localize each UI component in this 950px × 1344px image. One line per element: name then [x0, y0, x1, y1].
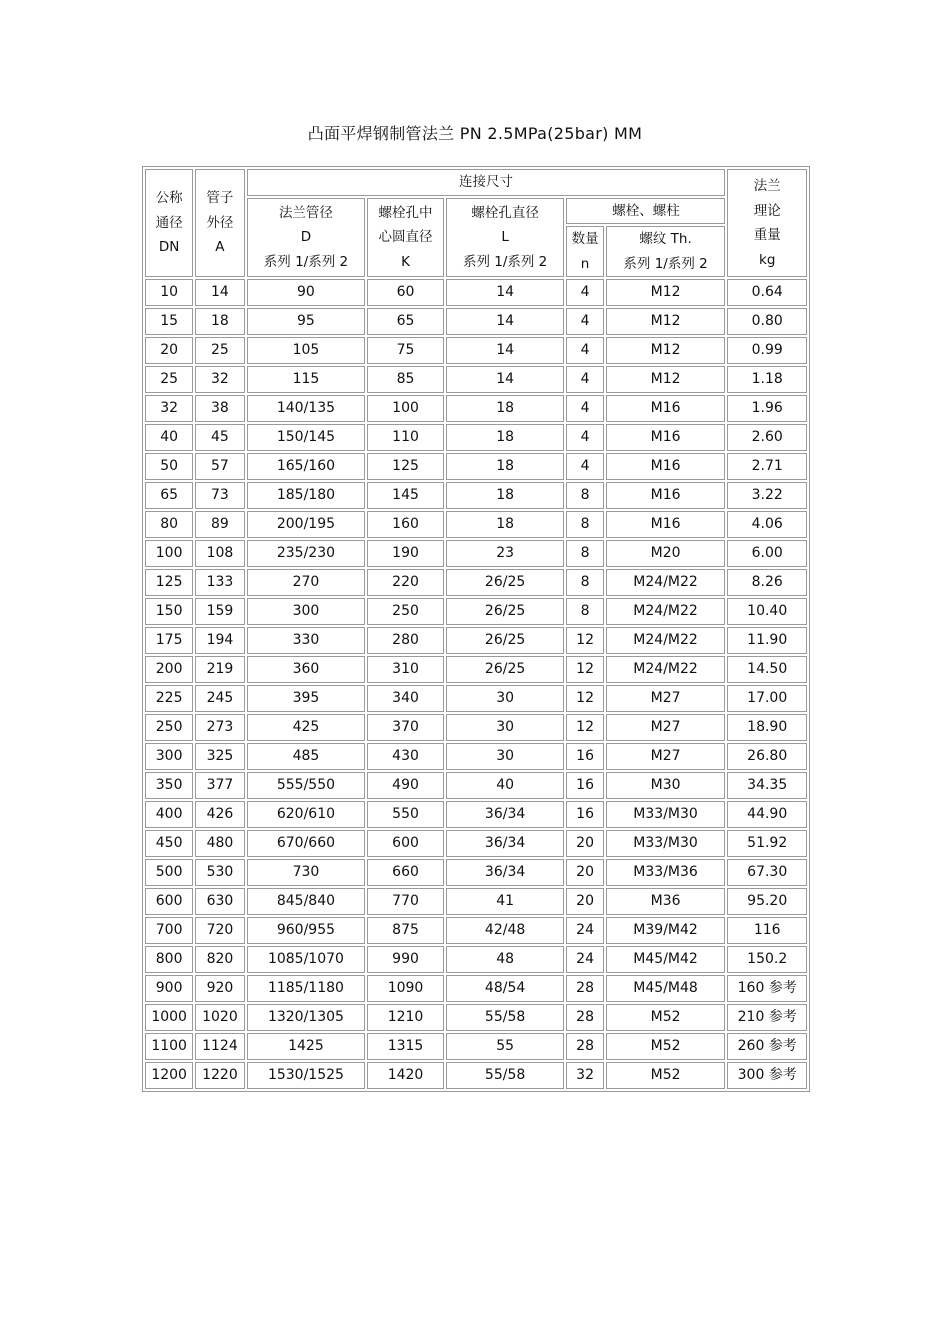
- cell-flange-d: 300: [247, 598, 366, 625]
- cell-thread: M24/M22: [606, 656, 726, 683]
- cell-bolt-circle-k: 125: [367, 453, 443, 480]
- cell-thread: M27: [606, 714, 726, 741]
- cell-flange-d: 845/840: [247, 888, 366, 915]
- cell-bolt-hole-l: 55/58: [446, 1062, 565, 1089]
- cell-bolt-hole-l: 23: [446, 540, 565, 567]
- cell-pipe-od: 720: [195, 917, 244, 944]
- cell-thread: M16: [606, 424, 726, 451]
- cell-weight: 3.22: [727, 482, 807, 509]
- table-row: [145, 917, 807, 944]
- cell-bolt-count: 12: [566, 627, 603, 654]
- table-row: [145, 540, 807, 567]
- cell-thread: M24/M22: [606, 627, 726, 654]
- cell-bolt-hole-l: 30: [446, 743, 565, 770]
- header-bolt-count: 数量 n: [566, 226, 603, 277]
- cell-bolt-hole-l: 36/34: [446, 830, 565, 857]
- cell-thread: M16: [606, 395, 726, 422]
- cell-bolt-count: 12: [566, 714, 603, 741]
- cell-dn: 80: [145, 511, 193, 538]
- cell-flange-d: 960/955: [247, 917, 366, 944]
- cell-bolt-count: 20: [566, 830, 603, 857]
- cell-dn: 1100: [145, 1033, 193, 1060]
- table-row: [145, 337, 807, 364]
- cell-weight: 116: [727, 917, 807, 944]
- table-row: [145, 279, 807, 306]
- cell-bolt-circle-k: 550: [367, 801, 443, 828]
- cell-thread: M12: [606, 366, 726, 393]
- cell-bolt-circle-k: 1210: [367, 1004, 443, 1031]
- cell-pipe-od: 159: [195, 598, 244, 625]
- cell-bolt-circle-k: 990: [367, 946, 443, 973]
- cell-bolt-circle-k: 145: [367, 482, 443, 509]
- cell-weight: 95.20: [727, 888, 807, 915]
- cell-bolt-hole-l: 18: [446, 482, 565, 509]
- cell-flange-d: 1085/1070: [247, 946, 366, 973]
- cell-bolt-hole-l: 26/25: [446, 656, 565, 683]
- cell-weight: 160 参考: [727, 975, 807, 1002]
- cell-weight: 0.64: [727, 279, 807, 306]
- cell-bolt-count: 16: [566, 772, 603, 799]
- cell-bolt-count: 4: [566, 453, 603, 480]
- cell-bolt-hole-l: 26/25: [446, 627, 565, 654]
- cell-pipe-od: 325: [195, 743, 244, 770]
- cell-thread: M45/M42: [606, 946, 726, 973]
- cell-bolt-hole-l: 48/54: [446, 975, 565, 1002]
- table-body: [145, 279, 807, 1089]
- cell-pipe-od: 273: [195, 714, 244, 741]
- table-row: [145, 714, 807, 741]
- cell-weight: 10.40: [727, 598, 807, 625]
- cell-weight: 2.60: [727, 424, 807, 451]
- cell-bolt-hole-l: 55: [446, 1033, 565, 1060]
- table-row: [145, 801, 807, 828]
- table-row: [145, 395, 807, 422]
- cell-weight: 34.35: [727, 772, 807, 799]
- cell-bolt-circle-k: 430: [367, 743, 443, 770]
- header-bolts-group: 螺栓、螺柱: [566, 198, 725, 225]
- cell-dn: 15: [145, 308, 193, 335]
- cell-thread: M33/M30: [606, 801, 726, 828]
- cell-bolt-hole-l: 55/58: [446, 1004, 565, 1031]
- cell-bolt-hole-l: 40: [446, 772, 565, 799]
- cell-bolt-hole-l: 18: [446, 424, 565, 451]
- cell-bolt-circle-k: 100: [367, 395, 443, 422]
- table-row: [145, 656, 807, 683]
- cell-flange-d: 1185/1180: [247, 975, 366, 1002]
- cell-thread: M33/M36: [606, 859, 726, 886]
- cell-flange-d: 360: [247, 656, 366, 683]
- cell-dn: 300: [145, 743, 193, 770]
- cell-bolt-circle-k: 220: [367, 569, 443, 596]
- cell-bolt-count: 28: [566, 1004, 603, 1031]
- table-row: [145, 975, 807, 1002]
- table-row: [145, 482, 807, 509]
- cell-weight: 0.99: [727, 337, 807, 364]
- cell-dn: 20: [145, 337, 193, 364]
- table-row: [145, 743, 807, 770]
- cell-weight: 26.80: [727, 743, 807, 770]
- cell-bolt-circle-k: 75: [367, 337, 443, 364]
- cell-pipe-od: 820: [195, 946, 244, 973]
- cell-bolt-count: 4: [566, 395, 603, 422]
- cell-bolt-hole-l: 18: [446, 395, 565, 422]
- cell-flange-d: 555/550: [247, 772, 366, 799]
- header-flange-diameter: 法兰管径 D 系列 1/系列 2: [247, 198, 366, 278]
- cell-pipe-od: 38: [195, 395, 244, 422]
- cell-dn: 150: [145, 598, 193, 625]
- cell-weight: 2.71: [727, 453, 807, 480]
- cell-bolt-count: 4: [566, 424, 603, 451]
- cell-pipe-od: 1124: [195, 1033, 244, 1060]
- cell-bolt-count: 4: [566, 308, 603, 335]
- cell-dn: 400: [145, 801, 193, 828]
- cell-bolt-circle-k: 85: [367, 366, 443, 393]
- cell-bolt-hole-l: 14: [446, 366, 565, 393]
- cell-weight: 1.18: [727, 366, 807, 393]
- cell-thread: M16: [606, 453, 726, 480]
- cell-dn: 32: [145, 395, 193, 422]
- cell-flange-d: 485: [247, 743, 366, 770]
- cell-pipe-od: 219: [195, 656, 244, 683]
- cell-bolt-hole-l: 42/48: [446, 917, 565, 944]
- cell-flange-d: 330: [247, 627, 366, 654]
- cell-bolt-count: 28: [566, 1033, 603, 1060]
- cell-flange-d: 1530/1525: [247, 1062, 366, 1089]
- cell-bolt-count: 4: [566, 279, 603, 306]
- cell-thread: M36: [606, 888, 726, 915]
- cell-weight: 8.26: [727, 569, 807, 596]
- cell-bolt-hole-l: 14: [446, 308, 565, 335]
- cell-flange-d: 165/160: [247, 453, 366, 480]
- cell-flange-d: 95: [247, 308, 366, 335]
- cell-thread: M16: [606, 482, 726, 509]
- header-bolt-circle: 螺栓孔中 心圆直径 K: [367, 198, 443, 278]
- cell-bolt-count: 12: [566, 685, 603, 712]
- cell-pipe-od: 14: [195, 279, 244, 306]
- cell-bolt-circle-k: 600: [367, 830, 443, 857]
- cell-flange-d: 1320/1305: [247, 1004, 366, 1031]
- cell-bolt-circle-k: 110: [367, 424, 443, 451]
- cell-thread: M52: [606, 1004, 726, 1031]
- cell-pipe-od: 245: [195, 685, 244, 712]
- cell-thread: M12: [606, 279, 726, 306]
- cell-thread: M33/M30: [606, 830, 726, 857]
- cell-bolt-count: 12: [566, 656, 603, 683]
- cell-weight: 1.96: [727, 395, 807, 422]
- cell-weight: 260 参考: [727, 1033, 807, 1060]
- cell-bolt-circle-k: 250: [367, 598, 443, 625]
- cell-pipe-od: 32: [195, 366, 244, 393]
- header-pipe-od: 管子 外径 A: [195, 169, 244, 277]
- cell-bolt-circle-k: 60: [367, 279, 443, 306]
- cell-flange-d: 395: [247, 685, 366, 712]
- cell-bolt-circle-k: 490: [367, 772, 443, 799]
- cell-flange-d: 115: [247, 366, 366, 393]
- cell-bolt-hole-l: 36/34: [446, 859, 565, 886]
- cell-bolt-hole-l: 18: [446, 453, 565, 480]
- cell-pipe-od: 108: [195, 540, 244, 567]
- cell-flange-d: 270: [247, 569, 366, 596]
- cell-dn: 350: [145, 772, 193, 799]
- header-bolt-hole: 螺栓孔直径 L 系列 1/系列 2: [446, 198, 565, 278]
- cell-bolt-count: 4: [566, 366, 603, 393]
- cell-dn: 800: [145, 946, 193, 973]
- cell-bolt-circle-k: 1090: [367, 975, 443, 1002]
- cell-dn: 175: [145, 627, 193, 654]
- cell-bolt-count: 28: [566, 975, 603, 1002]
- cell-bolt-count: 8: [566, 598, 603, 625]
- cell-bolt-hole-l: 26/25: [446, 569, 565, 596]
- table-row: [145, 598, 807, 625]
- cell-dn: 900: [145, 975, 193, 1002]
- cell-weight: 18.90: [727, 714, 807, 741]
- cell-flange-d: 200/195: [247, 511, 366, 538]
- cell-weight: 210 参考: [727, 1004, 807, 1031]
- cell-flange-d: 235/230: [247, 540, 366, 567]
- cell-pipe-od: 25: [195, 337, 244, 364]
- cell-bolt-count: 20: [566, 888, 603, 915]
- cell-dn: 125: [145, 569, 193, 596]
- cell-thread: M30: [606, 772, 726, 799]
- header-dn: 公称 通径 DN: [145, 169, 193, 277]
- cell-dn: 250: [145, 714, 193, 741]
- cell-weight: 67.30: [727, 859, 807, 886]
- cell-pipe-od: 57: [195, 453, 244, 480]
- cell-dn: 200: [145, 656, 193, 683]
- cell-bolt-circle-k: 770: [367, 888, 443, 915]
- cell-weight: 44.90: [727, 801, 807, 828]
- cell-bolt-hole-l: 30: [446, 714, 565, 741]
- cell-pipe-od: 18: [195, 308, 244, 335]
- header-connection-group: 连接尺寸: [247, 169, 726, 196]
- cell-bolt-hole-l: 26/25: [446, 598, 565, 625]
- cell-flange-d: 425: [247, 714, 366, 741]
- table-row: [145, 453, 807, 480]
- cell-dn: 1000: [145, 1004, 193, 1031]
- cell-bolt-hole-l: 18: [446, 511, 565, 538]
- table-row: [145, 1062, 807, 1089]
- cell-pipe-od: 1220: [195, 1062, 244, 1089]
- cell-flange-d: 105: [247, 337, 366, 364]
- cell-flange-d: 620/610: [247, 801, 366, 828]
- cell-bolt-hole-l: 48: [446, 946, 565, 973]
- cell-dn: 225: [145, 685, 193, 712]
- cell-thread: M24/M22: [606, 569, 726, 596]
- cell-dn: 600: [145, 888, 193, 915]
- cell-bolt-count: 8: [566, 540, 603, 567]
- table-row: [145, 569, 807, 596]
- cell-weight: 51.92: [727, 830, 807, 857]
- cell-dn: 100: [145, 540, 193, 567]
- cell-thread: M12: [606, 337, 726, 364]
- cell-pipe-od: 530: [195, 859, 244, 886]
- cell-thread: M12: [606, 308, 726, 335]
- cell-weight: 6.00: [727, 540, 807, 567]
- cell-dn: 1200: [145, 1062, 193, 1089]
- cell-bolt-circle-k: 875: [367, 917, 443, 944]
- cell-bolt-circle-k: 310: [367, 656, 443, 683]
- cell-dn: 25: [145, 366, 193, 393]
- cell-pipe-od: 630: [195, 888, 244, 915]
- cell-pipe-od: 45: [195, 424, 244, 451]
- cell-bolt-count: 20: [566, 859, 603, 886]
- cell-weight: 150.2: [727, 946, 807, 973]
- cell-weight: 11.90: [727, 627, 807, 654]
- cell-bolt-count: 8: [566, 569, 603, 596]
- cell-bolt-count: 16: [566, 743, 603, 770]
- cell-pipe-od: 73: [195, 482, 244, 509]
- cell-bolt-count: 16: [566, 801, 603, 828]
- cell-bolt-circle-k: 280: [367, 627, 443, 654]
- cell-thread: M45/M48: [606, 975, 726, 1002]
- cell-bolt-hole-l: 36/34: [446, 801, 565, 828]
- cell-bolt-circle-k: 1315: [367, 1033, 443, 1060]
- cell-weight: 17.00: [727, 685, 807, 712]
- cell-thread: M24/M22: [606, 598, 726, 625]
- cell-thread: M16: [606, 511, 726, 538]
- cell-bolt-count: 8: [566, 511, 603, 538]
- table-row: [145, 859, 807, 886]
- cell-dn: 65: [145, 482, 193, 509]
- cell-bolt-count: 24: [566, 946, 603, 973]
- cell-flange-d: 670/660: [247, 830, 366, 857]
- cell-dn: 700: [145, 917, 193, 944]
- cell-thread: M27: [606, 685, 726, 712]
- cell-flange-d: 1425: [247, 1033, 366, 1060]
- cell-weight: 14.50: [727, 656, 807, 683]
- cell-thread: M52: [606, 1062, 726, 1089]
- cell-thread: M27: [606, 743, 726, 770]
- header-weight: 法兰 理论 重量 kg: [727, 169, 807, 277]
- table-row: [145, 946, 807, 973]
- cell-pipe-od: 920: [195, 975, 244, 1002]
- cell-pipe-od: 426: [195, 801, 244, 828]
- cell-pipe-od: 1020: [195, 1004, 244, 1031]
- cell-pipe-od: 89: [195, 511, 244, 538]
- table-row: [145, 888, 807, 915]
- cell-bolt-circle-k: 65: [367, 308, 443, 335]
- cell-bolt-count: 32: [566, 1062, 603, 1089]
- cell-dn: 10: [145, 279, 193, 306]
- cell-dn: 500: [145, 859, 193, 886]
- cell-flange-d: 185/180: [247, 482, 366, 509]
- cell-bolt-circle-k: 370: [367, 714, 443, 741]
- cell-bolt-circle-k: 1420: [367, 1062, 443, 1089]
- cell-thread: M20: [606, 540, 726, 567]
- cell-flange-d: 730: [247, 859, 366, 886]
- cell-pipe-od: 194: [195, 627, 244, 654]
- cell-bolt-hole-l: 30: [446, 685, 565, 712]
- cell-bolt-hole-l: 14: [446, 279, 565, 306]
- cell-bolt-count: 4: [566, 337, 603, 364]
- table-row: [145, 308, 807, 335]
- cell-flange-d: 140/135: [247, 395, 366, 422]
- table-row: [145, 511, 807, 538]
- cell-dn: 50: [145, 453, 193, 480]
- table-row: [145, 627, 807, 654]
- table-row: [145, 772, 807, 799]
- cell-weight: 4.06: [727, 511, 807, 538]
- cell-weight: 300 参考: [727, 1062, 807, 1089]
- cell-bolt-count: 24: [566, 917, 603, 944]
- cell-thread: M39/M42: [606, 917, 726, 944]
- table-row: [145, 830, 807, 857]
- cell-dn: 40: [145, 424, 193, 451]
- flange-spec-table: [142, 166, 810, 1092]
- cell-bolt-hole-l: 41: [446, 888, 565, 915]
- table-row: [145, 685, 807, 712]
- cell-bolt-count: 8: [566, 482, 603, 509]
- table-row: [145, 1004, 807, 1031]
- table-row: [145, 424, 807, 451]
- table-row: [145, 366, 807, 393]
- cell-flange-d: 150/145: [247, 424, 366, 451]
- cell-thread: M52: [606, 1033, 726, 1060]
- header-thread: 螺纹 Th. 系列 1/系列 2: [606, 226, 726, 277]
- cell-weight: 0.80: [727, 308, 807, 335]
- cell-bolt-circle-k: 190: [367, 540, 443, 567]
- table-row: [145, 1033, 807, 1060]
- cell-dn: 450: [145, 830, 193, 857]
- cell-bolt-circle-k: 660: [367, 859, 443, 886]
- cell-flange-d: 90: [247, 279, 366, 306]
- cell-pipe-od: 133: [195, 569, 244, 596]
- page-title: 凸面平焊钢制管法兰 PN 2.5MPa(25bar) MM: [307, 124, 643, 143]
- cell-bolt-circle-k: 160: [367, 511, 443, 538]
- cell-bolt-hole-l: 14: [446, 337, 565, 364]
- cell-pipe-od: 377: [195, 772, 244, 799]
- cell-bolt-circle-k: 340: [367, 685, 443, 712]
- cell-pipe-od: 480: [195, 830, 244, 857]
